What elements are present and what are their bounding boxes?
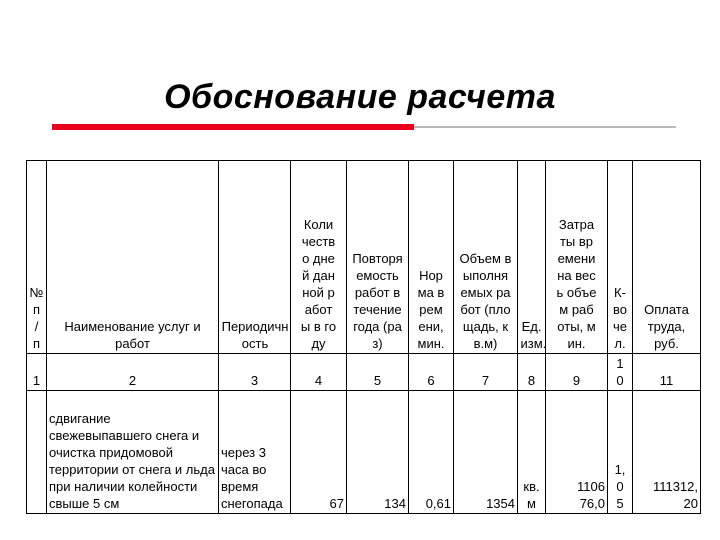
periodicity-cell: через 3 часа во время снегопада: [219, 391, 291, 514]
header-cell: Объем выполняемых работ (площадь, кв.м): [454, 161, 518, 354]
header-cell: Наименование услуг и работ: [47, 161, 219, 354]
header-cell: Повторяемость работ в течение года (раз): [347, 161, 409, 354]
time-cell: 1106 76,0: [546, 391, 608, 514]
calculation-table: [26, 160, 701, 514]
header-cell: Периодичность: [219, 161, 291, 354]
column-number: 5: [347, 354, 409, 391]
days-cell: 67: [291, 391, 347, 514]
column-number: 10: [608, 354, 633, 391]
header-cell: Оплата труда, руб.: [633, 161, 701, 354]
unit-cell: кв. м: [518, 391, 546, 514]
service-name-cell: сдвигание свежевыпавшего снега и очистка придомовой территории от снега и льда при наличии колейности свыше 5 см: [47, 391, 219, 514]
column-number: 2: [47, 354, 219, 391]
column-number: 6: [409, 354, 454, 391]
column-number-row: [27, 354, 701, 391]
header-cell: Ед. изм.: [518, 161, 546, 354]
row-number-cell: [27, 391, 47, 514]
norm-cell: 0,61: [409, 391, 454, 514]
header-row: [27, 161, 701, 354]
column-number: 8: [518, 354, 546, 391]
header-cell: № п / п: [27, 161, 47, 354]
title-accent-bar: [52, 124, 414, 130]
pay-cell: 111312, 20: [633, 391, 701, 514]
header-cell: Количество дней данной работы в году: [291, 161, 347, 354]
people-cell: 1, 0 5: [608, 391, 633, 514]
volume-cell: 1354: [454, 391, 518, 514]
column-number: 4: [291, 354, 347, 391]
column-number: 3: [219, 354, 291, 391]
column-number: 9: [546, 354, 608, 391]
title-underline: [414, 126, 676, 128]
page-title: Обоснование расчета: [164, 78, 556, 116]
column-number: 11: [633, 354, 701, 391]
header-cell: Затраты времени на весь объем работы, мин.: [546, 161, 608, 354]
header-cell: Норма времени, мин.: [409, 161, 454, 354]
header-cell: К-во чел.: [608, 161, 633, 354]
column-number: 1: [27, 354, 47, 391]
repeat-cell: 134: [347, 391, 409, 514]
column-number: 7: [454, 354, 518, 391]
table-row: [27, 391, 701, 514]
